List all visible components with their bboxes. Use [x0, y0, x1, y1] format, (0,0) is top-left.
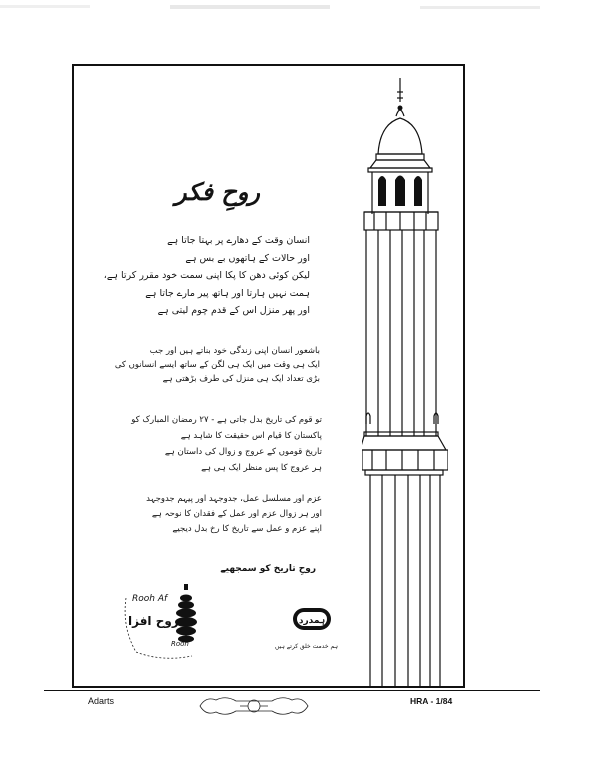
ad-code: HRA - 1/84 [410, 696, 453, 706]
text-line: ہر عروج کا پس منظر ایک ہی ہے [201, 463, 322, 473]
text-line: عزم اور مسلسل عمل، جدوجہد اور پیہم جدوجہد [146, 494, 322, 504]
text-line: اور پھر منزل اس کے قدم چوم لیتی ہے [157, 305, 310, 316]
rooh-afza-english-2: Rooh [171, 640, 189, 648]
text-line: تاریخ قوموں کے عروج و زوال کی داستان ہے [164, 447, 322, 457]
rooh-afza-urdu: روح افزا [128, 614, 179, 628]
closing-line: روحِ تاریخ کو سمجھیے [220, 564, 316, 574]
ornamental-seal [196, 693, 312, 719]
top-scan-smudge [0, 0, 590, 12]
text-line: پاکستان کا قیام اس حقیقت کا شاہد ہے [180, 431, 322, 441]
ad-title: روحِ فکر [175, 178, 260, 206]
text-line: انسان وقت کے دھارے پر بہتا جاتا ہے [167, 235, 310, 246]
text-line: بڑی تعداد ایک ہی منزل کی طرف بڑھتی ہے [162, 374, 320, 384]
text-line: تو قوم کی تاریخ بدل جاتی ہے - ۲۷ رمضان المبارک کو [131, 415, 322, 425]
minaret-illustration [362, 76, 448, 688]
paragraph-4 [132, 492, 322, 537]
text-line: لیکن کوئی دھن کا پکا اپنی سمت خود مقرر کرتا ہے، [103, 270, 310, 281]
text-line: باشعور انسان اپنی زندگی خود بناتے ہیں اور جب [149, 346, 320, 356]
paragraph-1 [103, 232, 310, 320]
agency-name: Adarts [88, 696, 115, 706]
footer-rule [44, 690, 540, 691]
paragraph-2 [92, 344, 320, 386]
text-line: اور ہر زوال عزم اور عمل کے فقدان کا نوحہ ہے [151, 509, 322, 519]
brand-tagline: ہم خدمت خلق کرتے ہیں [274, 643, 338, 650]
text-line: ایک ہی وقت میں ایک ہی لگن کے ساتھ ایسے انسانوں کی [114, 360, 320, 370]
hamdard-logo [292, 606, 332, 634]
text-line: ہمت نہیں ہارتا اور ہاتھ پیر مارے جاتا ہے [145, 287, 310, 299]
paragraph-3 [122, 412, 322, 476]
hamdard-logo-text: ہمدرد [298, 616, 326, 626]
text-line: اور حالات کے ہاتھوں بے بس ہے [185, 252, 310, 264]
text-line: اپنے عزم و عمل سے تاریخ کا رخ بدل دیجیے [172, 524, 322, 534]
rooh-afza-english: Rooh Af [132, 594, 168, 604]
